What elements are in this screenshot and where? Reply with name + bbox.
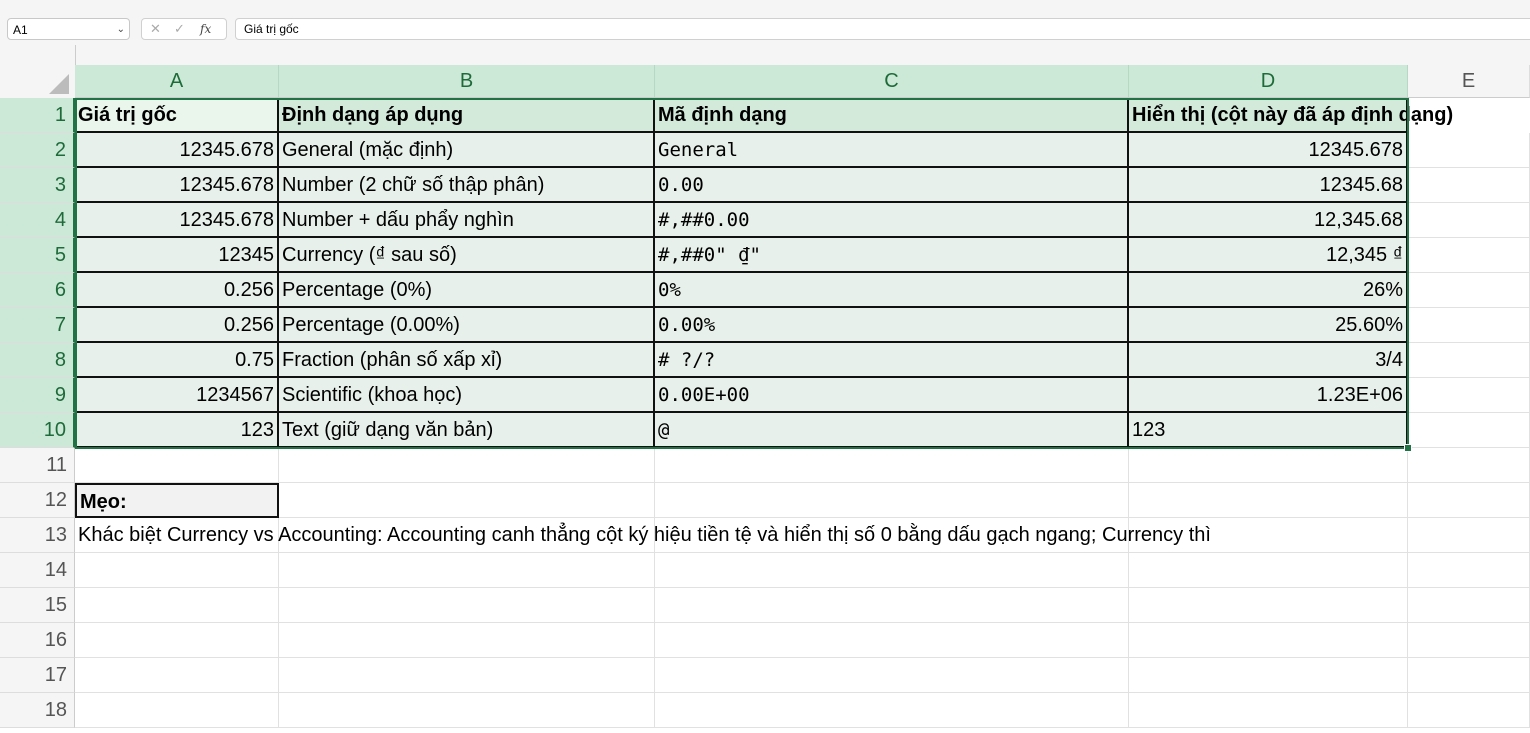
cell-D17[interactable]: [1129, 658, 1408, 693]
cell-E15[interactable]: [1408, 588, 1530, 623]
cell-B12[interactable]: [279, 483, 655, 518]
cell-C5[interactable]: #,##0" ₫": [655, 238, 1129, 273]
cell-D18[interactable]: [1129, 693, 1408, 728]
cell-C1[interactable]: Mã định dạng: [655, 98, 1129, 133]
cell-A1[interactable]: Giá trị gốc: [75, 98, 279, 133]
row-header-3[interactable]: 3: [0, 168, 75, 203]
formula-input[interactable]: Giá trị gốc: [235, 18, 1530, 40]
cell-E16[interactable]: [1408, 623, 1530, 658]
cell-C12[interactable]: [655, 483, 1129, 518]
cell-A17[interactable]: [75, 658, 279, 693]
cell-A9[interactable]: 1234567: [75, 378, 279, 413]
cell-E11[interactable]: [1408, 448, 1530, 483]
cell-C4[interactable]: #,##0.00: [655, 203, 1129, 238]
cell-A16[interactable]: [75, 623, 279, 658]
cell-B6[interactable]: Percentage (0%): [279, 273, 655, 308]
cell-E9[interactable]: [1408, 378, 1530, 413]
cell-B11[interactable]: [279, 448, 655, 483]
name-box[interactable]: [7, 18, 130, 40]
cell-B10[interactable]: Text (giữ dạng văn bản): [279, 413, 655, 448]
cell-B18[interactable]: [279, 693, 655, 728]
cell-B4[interactable]: Number + dấu phẩy nghìn: [279, 203, 655, 238]
cell-B3[interactable]: Number (2 chữ số thập phân): [279, 168, 655, 203]
cell-D9[interactable]: 1.23E+06: [1129, 378, 1408, 413]
cell-D15[interactable]: [1129, 588, 1408, 623]
formula-buttons: [141, 18, 227, 40]
cell-A14[interactable]: [75, 553, 279, 588]
cell-C15[interactable]: [655, 588, 1129, 623]
cell-D10[interactable]: 123: [1129, 413, 1408, 448]
confirm-icon[interactable]: ✓: [174, 21, 185, 36]
cell-C11[interactable]: [655, 448, 1129, 483]
row-header-17[interactable]: 17: [0, 658, 75, 693]
row-header-15[interactable]: 15: [0, 588, 75, 623]
row-header-8[interactable]: 8: [0, 343, 75, 378]
cell-C18[interactable]: [655, 693, 1129, 728]
spreadsheet-grid: [0, 65, 1530, 733]
cell-C2[interactable]: General: [655, 133, 1129, 168]
cell-D12[interactable]: [1129, 483, 1408, 518]
cell-E12[interactable]: [1408, 483, 1530, 518]
cell-B17[interactable]: [279, 658, 655, 693]
row-header-4[interactable]: 4: [0, 203, 75, 238]
cell-E17[interactable]: [1408, 658, 1530, 693]
row-header-6[interactable]: 6: [0, 273, 75, 308]
cell-B16[interactable]: [279, 623, 655, 658]
cell-C8[interactable]: # ?/?: [655, 343, 1129, 378]
column-header-D[interactable]: D: [1129, 65, 1408, 98]
cell-D3[interactable]: 12345.68: [1129, 168, 1408, 203]
row-header-18[interactable]: 18: [0, 693, 75, 728]
cell-B15[interactable]: [279, 588, 655, 623]
cell-A3[interactable]: 12345.678: [75, 168, 279, 203]
cell-B9[interactable]: Scientific (khoa học): [279, 378, 655, 413]
row-header-7[interactable]: 7: [0, 308, 75, 343]
cell-E3[interactable]: [1408, 168, 1530, 203]
cell-A11[interactable]: [75, 448, 279, 483]
cell-A12[interactable]: Mẹo:: [75, 483, 279, 518]
cell-B5[interactable]: Currency (₫ sau số): [279, 238, 655, 273]
column-header-C[interactable]: C: [655, 65, 1129, 98]
cell-B1[interactable]: Định dạng áp dụng: [279, 98, 655, 133]
cell-E4[interactable]: [1408, 203, 1530, 238]
cell-E10[interactable]: [1408, 413, 1530, 448]
cell-E6[interactable]: [1408, 273, 1530, 308]
cell-D7[interactable]: 25.60%: [1129, 308, 1408, 343]
cell-B14[interactable]: [279, 553, 655, 588]
cell-C16[interactable]: [655, 623, 1129, 658]
cell-C7[interactable]: 0.00%: [655, 308, 1129, 343]
cell-B8[interactable]: Fraction (phân số xấp xỉ): [279, 343, 655, 378]
row-header-13[interactable]: 13: [0, 518, 75, 553]
cell-A4[interactable]: 12345.678: [75, 203, 279, 238]
cell-C6[interactable]: 0%: [655, 273, 1129, 308]
cell-A15[interactable]: [75, 588, 279, 623]
column-header-B[interactable]: B: [279, 65, 655, 98]
cell-A5[interactable]: 12345: [75, 238, 279, 273]
cell-A13[interactable]: Khác biệt Currency vs Accounting: Accounting canh thẳng cột ký hiệu tiền tệ và hiển thị số 0 bằng dấu gạch ngang; Currency thì: [75, 518, 279, 553]
cell-A7[interactable]: 0.256: [75, 308, 279, 343]
cell-D8[interactable]: 3/4: [1129, 343, 1408, 378]
cell-D6[interactable]: 26%: [1129, 273, 1408, 308]
cell-E2[interactable]: [1408, 133, 1530, 168]
cell-C17[interactable]: [655, 658, 1129, 693]
row-header-11[interactable]: 11: [0, 448, 75, 483]
cell-E13[interactable]: [1408, 518, 1530, 553]
cell-A6[interactable]: 0.256: [75, 273, 279, 308]
row-header-1[interactable]: 1: [0, 98, 75, 133]
cell-D2[interactable]: 12345.678: [1129, 133, 1408, 168]
cell-D4[interactable]: 12,345.68: [1129, 203, 1408, 238]
chevron-down-icon[interactable]: ⌄: [116, 24, 125, 35]
cell-B2[interactable]: General (mặc định): [279, 133, 655, 168]
row-header-2[interactable]: 2: [0, 133, 75, 168]
row-header-10[interactable]: 10: [0, 413, 75, 448]
cancel-icon[interactable]: ✕: [150, 21, 161, 36]
row-header-14[interactable]: 14: [0, 553, 75, 588]
cell-A2[interactable]: 12345.678: [75, 133, 279, 168]
cell-D11[interactable]: [1129, 448, 1408, 483]
row-header-16[interactable]: 16: [0, 623, 75, 658]
cell-B7[interactable]: Percentage (0.00%): [279, 308, 655, 343]
cell-C14[interactable]: [655, 553, 1129, 588]
column-header-E[interactable]: E: [1408, 65, 1530, 98]
cell-D1[interactable]: Hiển thị (cột này đã áp định dạng): [1129, 98, 1408, 133]
cell-E7[interactable]: [1408, 308, 1530, 343]
cell-D16[interactable]: [1129, 623, 1408, 658]
cell-A8[interactable]: 0.75: [75, 343, 279, 378]
function-icon[interactable]: fx: [200, 22, 212, 36]
row-header-5[interactable]: 5: [0, 238, 75, 273]
column-header-A[interactable]: A: [75, 65, 279, 98]
cell-D14[interactable]: [1129, 553, 1408, 588]
select-all-button[interactable]: [0, 45, 76, 98]
cell-D5[interactable]: 12,345 ₫: [1129, 238, 1408, 273]
cell-E5[interactable]: [1408, 238, 1530, 273]
cell-C10[interactable]: @: [655, 413, 1129, 448]
row-header-12[interactable]: 12: [0, 483, 75, 518]
name-box-value: A1: [13, 23, 28, 37]
cell-E18[interactable]: [1408, 693, 1530, 728]
cell-A18[interactable]: [75, 693, 279, 728]
cell-E14[interactable]: [1408, 553, 1530, 588]
cell-A10[interactable]: 123: [75, 413, 279, 448]
cell-C3[interactable]: 0.00: [655, 168, 1129, 203]
cell-C9[interactable]: 0.00E+00: [655, 378, 1129, 413]
cell-E8[interactable]: [1408, 343, 1530, 378]
row-header-9[interactable]: 9: [0, 378, 75, 413]
